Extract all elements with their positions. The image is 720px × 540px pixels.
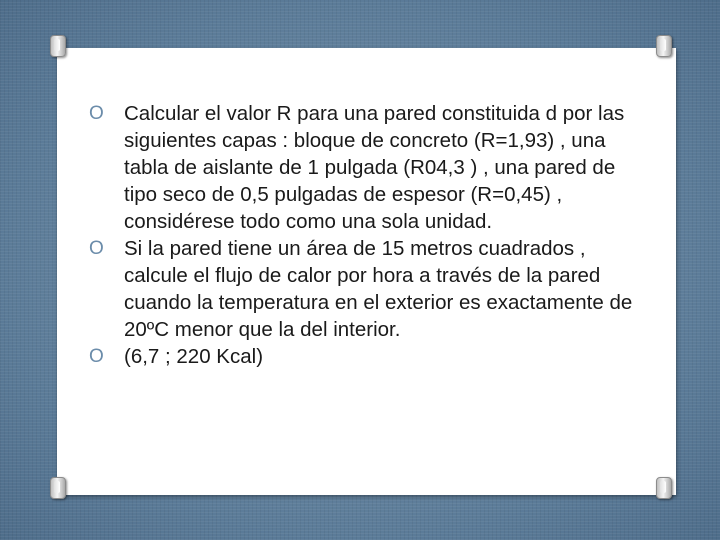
- bullet-marker-icon: O: [89, 103, 104, 124]
- bullet-text: (6,7 ; 220 Kcal): [124, 345, 264, 368]
- pin-icon: [656, 477, 672, 499]
- bullet-list: [89, 100, 649, 370]
- pin-icon: [50, 477, 66, 499]
- bullet-text: Si la pared tiene un área de 15 metros cuadrados , calcule el flujo de calor por hora a través de la pared cuando la temperatura en el exterior es exactamente de 20ºC menor que la del interior.: [124, 237, 633, 341]
- bullet-marker-icon: O: [89, 238, 104, 259]
- pin-icon: [656, 35, 672, 57]
- bullet-text: Calcular el valor R para una pared constituida d por las siguientes capas : bloque de concreto (R=1,93) , una tabla de aislante de 1 pulgada (R04,3 ) , una pared de tipo seco de 0,5 pulgadas de espesor (R=0,45) , considérese todo como una sola unidad.: [124, 102, 625, 233]
- bullet-item: [89, 100, 649, 235]
- bullet-marker-icon: O: [89, 346, 104, 367]
- bullet-item: [89, 235, 649, 343]
- pin-icon: [50, 35, 66, 57]
- bullet-item: [89, 343, 649, 370]
